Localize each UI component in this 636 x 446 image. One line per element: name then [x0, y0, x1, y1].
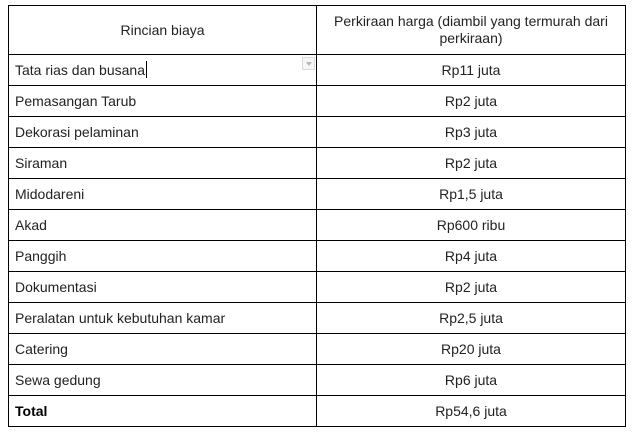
table-cell-price[interactable]: Rp2 juta — [317, 86, 626, 117]
table-cell-price[interactable]: Rp11 juta — [317, 55, 626, 86]
table-cell-price[interactable]: Rp4 juta — [317, 241, 626, 272]
total-price[interactable]: Rp54,6 juta — [317, 396, 626, 427]
table-cell-item[interactable]: Dekorasi pelaminan — [9, 117, 317, 148]
table-row — [9, 86, 626, 117]
table-cell-price[interactable]: Rp2 juta — [317, 272, 626, 303]
table-cell-item[interactable]: Midodareni — [9, 179, 317, 210]
table-header-row — [9, 6, 626, 55]
table-cell-price[interactable]: Rp20 juta — [317, 334, 626, 365]
cost-table — [8, 5, 626, 427]
table-row — [9, 272, 626, 303]
table-total-row — [9, 396, 626, 427]
table-row — [9, 241, 626, 272]
table-cell-item[interactable]: Sewa gedung — [9, 365, 317, 396]
table-cell-price[interactable]: Rp3 juta — [317, 117, 626, 148]
table-cell-item[interactable]: Akad — [9, 210, 317, 241]
cell-text: Tata rias dan busana — [15, 62, 145, 78]
table-row — [9, 303, 626, 334]
table-row — [9, 179, 626, 210]
cell-dropdown-icon[interactable] — [302, 57, 315, 70]
table-row — [9, 55, 626, 86]
table-cell-item[interactable]: Catering — [9, 334, 317, 365]
table-cell-item[interactable]: Siraman — [9, 148, 317, 179]
table-cell-item[interactable]: Peralatan untuk kebutuhan kamar — [9, 303, 317, 334]
table-row — [9, 148, 626, 179]
header-price[interactable]: Perkiraan harga (diambil yang termurah dari perkiraan) — [317, 6, 626, 55]
table-cell-price[interactable]: Rp2 juta — [317, 148, 626, 179]
header-item[interactable]: Rincian biaya — [9, 6, 317, 55]
total-label[interactable]: Total — [9, 396, 317, 427]
table-cell-item[interactable] — [9, 55, 317, 86]
table-cell-price[interactable]: Rp2,5 juta — [317, 303, 626, 334]
table-cell-price[interactable]: Rp6 juta — [317, 365, 626, 396]
table-row — [9, 334, 626, 365]
table-cell-item[interactable]: Pemasangan Tarub — [9, 86, 317, 117]
table-row — [9, 210, 626, 241]
text-cursor — [146, 61, 147, 78]
table-cell-item[interactable]: Panggih — [9, 241, 317, 272]
table-cell-price[interactable]: Rp600 ribu — [317, 210, 626, 241]
table-cell-price[interactable]: Rp1,5 juta — [317, 179, 626, 210]
table-row — [9, 365, 626, 396]
table-cell-item[interactable]: Dokumentasi — [9, 272, 317, 303]
table-row — [9, 117, 626, 148]
